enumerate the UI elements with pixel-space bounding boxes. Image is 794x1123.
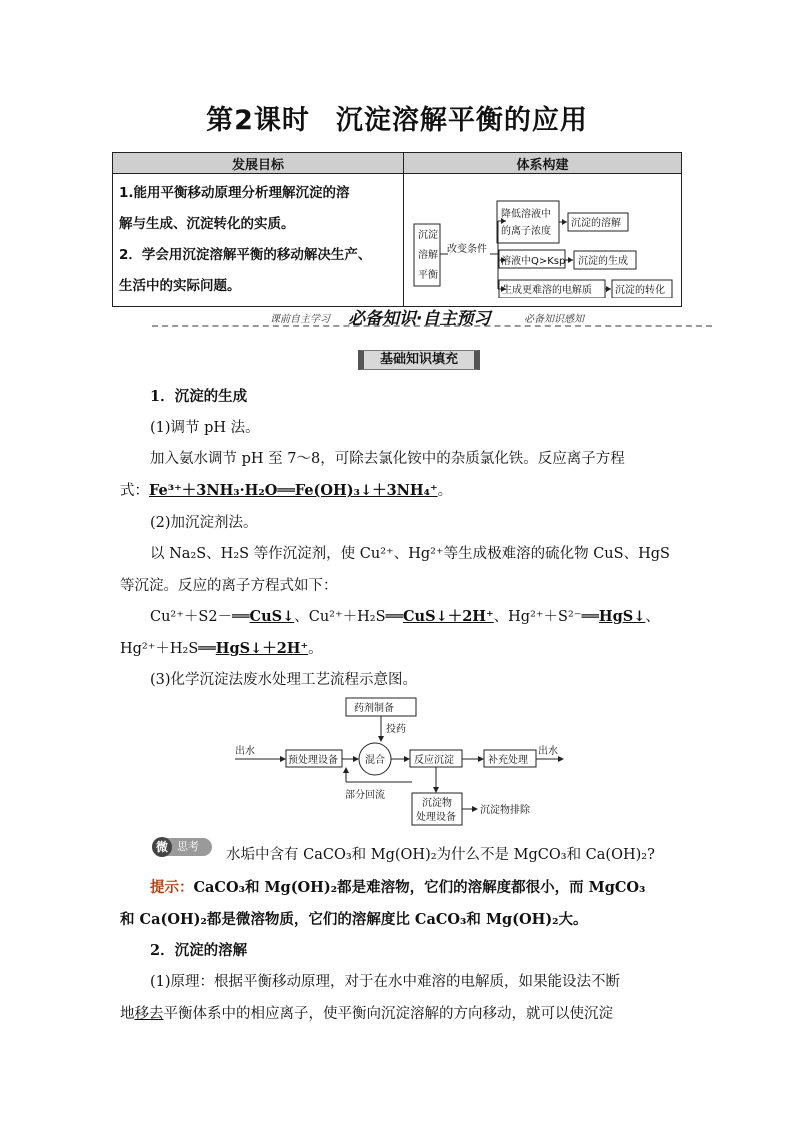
system-diagram (404, 174, 680, 298)
diagram-mid: 改变条件 (447, 244, 487, 255)
p3b-pre: 地 (120, 1006, 135, 1022)
paragraph-3a: (1)原理：根据平衡移动原理，对于在水中难溶的电解质，如果能设法不断 (150, 974, 621, 990)
heading-2: 2．沉淀的溶解 (150, 942, 248, 959)
subheading-1-3: (3)化学沉淀法废水处理工艺流程示意图。 (150, 672, 418, 688)
lesson-topic: 沉淀溶解平衡的应用 (335, 105, 588, 136)
goals-table (112, 152, 682, 307)
flow-add: 投药 (386, 724, 406, 735)
flow-sludge-b: 处理设备 (416, 812, 456, 823)
equation-line-2 (120, 637, 323, 658)
flow-outlet: 出水 (538, 746, 558, 757)
diagram-root-2: 溶解 (418, 250, 438, 261)
eq-text: Hg²⁺＋H₂S══ (120, 641, 216, 657)
paragraph-3b (120, 1002, 613, 1023)
think-icon (152, 838, 212, 856)
hint-text: CaCO₃和 Mg(OH)₂都是难溶物，它们的溶解度都很小，而 MgCO₃ (193, 879, 646, 896)
paragraph-2a: 以 Na₂S、H₂S 等作沉淀剂，使 Cu²⁺、Hg²⁺等生成极难溶的硫化物 CuS、HgS (150, 546, 670, 562)
diagram-cond1-b: 的离子浓度 (501, 226, 551, 237)
equation-line-1 (150, 605, 660, 626)
goal-line: 生活中的实际问题。 (119, 278, 241, 294)
flow-top-box: 药剂制备 (354, 703, 394, 714)
lesson-number: 第2课时 (206, 105, 310, 136)
hint-line-2: 和 Ca(OH)₂都是微溶物质，它们的溶解度比 CaCO₃和 Mg(OH)₂大。 (120, 911, 588, 928)
eq-answer: HgS↓ (598, 608, 646, 625)
equation-prefix: 式： (120, 483, 149, 499)
goal-line: 2．学会用沉淀溶解平衡的移动解决生产、 (119, 247, 372, 263)
flow-pre: 预处理设备 (288, 755, 338, 766)
system-header: 体系构建 (404, 153, 682, 174)
section-bar-title: 必备知识·自主预习 (348, 309, 491, 329)
eq-text: 、Cu²⁺＋H₂S══ (294, 609, 403, 625)
goal-line: 1.能用平衡移动原理分析理解沉淀的溶 (119, 185, 350, 201)
eq-text: 、 (645, 609, 660, 625)
eq-text: 。 (308, 641, 323, 657)
diagram-root-1: 沉淀 (418, 230, 438, 241)
diagram-root-3: 平衡 (418, 270, 438, 281)
hint-label: 提示： (150, 879, 194, 896)
p3b-post: 平衡体系中的相应离子，使平衡向沉淀溶解的方向移动，就可以使沉淀 (163, 1006, 613, 1022)
diagram-cond3: 生成更难溶的电解质 (502, 285, 592, 296)
think-icon-char: 微 (152, 837, 172, 857)
diagram-out1: 沉淀的溶解 (571, 218, 621, 229)
section-bar-right: 必备知识感知 (524, 314, 584, 325)
paragraph-2b: 等沉淀。反应的离子方程式如下： (120, 578, 338, 594)
diagram-cond2: 溶液中Q>Ksp (501, 256, 566, 267)
flow-discharge: 沉淀物排除 (480, 805, 530, 816)
diagram-out2: 沉淀的生成 (578, 256, 628, 267)
p3b-underlined: 移去 (134, 1006, 164, 1022)
heading-1: 1．沉淀的生成 (150, 388, 248, 405)
eq-text: Cu²⁺＋S2－══ (150, 609, 250, 625)
flow-post: 补充处理 (488, 755, 528, 766)
subheading-1-2: (2)加沉淀剂法。 (150, 515, 258, 531)
subheading-1-1: (1)调节 pH 法。 (150, 420, 260, 436)
think-question: 水垢中含有 CaCO₃和 Mg(OH)₂为什么不是 MgCO₃和 Ca(OH)₂? (226, 847, 655, 863)
paragraph-1b (120, 479, 452, 500)
hint-line-1 (150, 876, 645, 897)
flow-mix: 混合 (365, 755, 385, 766)
answer-equation-1: Fe³⁺＋3NH₃·H₂O══Fe(OH)₃↓＋3NH₄⁺ (149, 482, 438, 499)
diagram-cond1-a: 降低溶液中 (501, 209, 551, 220)
goals-header: 发展目标 (113, 153, 404, 174)
section-bar (152, 306, 712, 329)
flow-inlet: 出水 (235, 746, 255, 757)
goals-cell (113, 174, 404, 307)
flow-recycle: 部分回流 (345, 790, 385, 801)
equation-suffix: 。 (437, 483, 453, 499)
wastewater-flow-diagram (230, 694, 570, 830)
diagram-out3: 沉淀的转化 (615, 285, 665, 296)
eq-answer: HgS↓＋2H⁺ (215, 640, 309, 657)
system-diagram-cell (404, 174, 682, 307)
eq-answer: CuS↓ (249, 608, 295, 625)
goal-line: 解与生成、沉淀转化的实质。 (119, 216, 295, 232)
eq-text: 、Hg²⁺＋S²⁻══ (493, 609, 599, 625)
flow-sludge-a: 沉淀物 (422, 798, 452, 809)
page-title (0, 98, 794, 137)
section-badge: 基础知识填充 (358, 350, 480, 370)
think-icon-label: 思考 (177, 840, 199, 853)
flow-react: 反应沉淀 (414, 755, 454, 766)
paragraph-1a: 加入氨水调节 pH 至 7～8，可除去氯化铵中的杂质氯化铁。反应离子方程 (150, 451, 625, 467)
section-bar-left: 课前自主学习 (270, 314, 330, 325)
eq-answer: CuS↓＋2H⁺ (403, 608, 494, 625)
